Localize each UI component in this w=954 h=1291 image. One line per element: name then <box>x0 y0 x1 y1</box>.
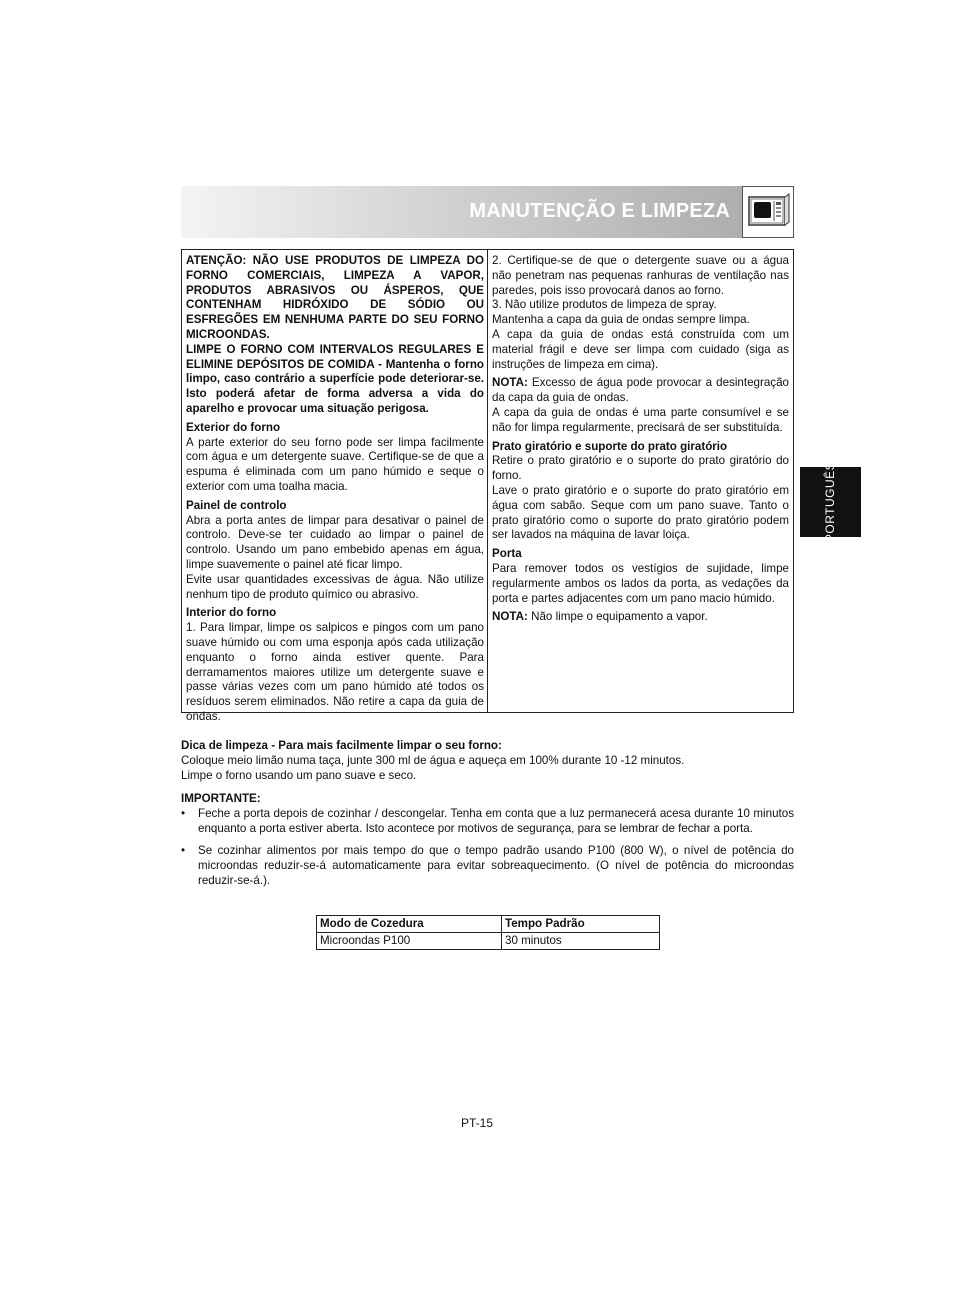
important-bullet-1 <box>181 807 794 837</box>
door-heading: Porta <box>492 547 522 561</box>
page-title: MANUTENÇÃO E LIMPEZA <box>469 200 730 222</box>
cooking-mode-table <box>316 915 660 950</box>
cleaning-instructions-box <box>181 249 794 723</box>
bullet-marker: • <box>181 844 186 858</box>
panel-text-2: Evite usar quantidades excessivas de água. Não utilize nenhum tipo de produto químico ou abrasivo. <box>186 572 484 601</box>
warning-clean-regularly: LIMPE O FORNO COM INTERVALOS REGULARES E ELIMINE DEPÓSITOS DE COMIDA - Mantenha o forno limpo, caso contrário a superfície pode deteriorar-se. Isto poderá afetar de forma adversa a vida do aparelho e provocar uma situação perigosa. <box>186 342 484 415</box>
panel-heading: Painel de controlo <box>186 498 287 512</box>
bullet-text: Feche a porta depois de cozinhar / descongelar. Tenha em conta que a luz permanecerá acesa durante 10 minutos enquanto a porta estiver aberta. Isto acontece por motivos de segurança, para se lembrar de fechar a porta. <box>198 806 794 835</box>
page-number: PT-15 <box>460 1116 493 1130</box>
exterior-heading: Exterior do forno <box>186 420 281 434</box>
tip-line-2: Limpe o forno usando um pano suave e seco. <box>181 768 417 782</box>
note-1 <box>492 376 789 406</box>
item-3-text: 3. Não utilize produtos de limpeza de spray. <box>492 298 717 312</box>
item-2-text: 2. Certifique-se de que o detergente suave ou a água não penetram nas pequenas ranhuras de ventilação nas paredes, pois isso provocará danos ao forno. <box>492 254 789 297</box>
door-text: Para remover todos os vestígios de sujidade, limpe regularmente ambos os lados da porta, as vedações da porta e partes adjacentes com um pano macio húmido. <box>492 561 789 605</box>
bullet-marker: • <box>181 806 186 820</box>
table-row <box>317 933 660 950</box>
waveguide-text-1: Mantenha a capa da guia de ondas sempre limpa. <box>492 313 750 327</box>
warning-products: ATENÇÃO: NÃO USE PRODUTOS DE LIMPEZA DO FORNO COMERCIAIS, LIMPEZA A VAPOR, PRODUTOS ABRASIVOS OU ÁSPEROS, QUE CONTENHAM HIDRÓXIDO DE SÓDIO OU ESFREGÕES EM NENHUMA PARTE DO SEU FORNO MICROONDAS. <box>186 254 484 341</box>
panel-text-1: Abra a porta antes de limpar para desativar o painel de controlo. Deve-se ter cuidado ao limpar o painel de controlo. Usando um pano embebido apenas em água, limpe suavemente o painel até ficar limpo. <box>186 513 484 571</box>
table-header-row <box>317 916 660 933</box>
left-column <box>182 254 488 725</box>
interior-text: 1. Para limpar, limpe os salpicos e pingos com um pano suave húmido ou com uma esponja após cada utilização enquanto o forno ainda estiver quente. Para derramamentos maiores utilize um detergente suave e passe várias vezes com um pano húmido até todos os resíduos serem eliminados. Não retire a capa da guia de ondas. <box>186 621 484 723</box>
waveguide-text-2: A capa da guia de ondas está construída com um material frágil e deve ser limpa com cuidado (siga as instruções de limpeza em cima). <box>492 327 789 371</box>
bullet-text: Se cozinhar alimentos por mais tempo do que o tempo padrão usando P100 (800 W), o nível de potência do microondas reduzir-se-á automaticamente para evitar sobreaquecimento. (O nível de potência do microondas reduzir-se-á.). <box>198 844 794 887</box>
important-heading: IMPORTANTE: <box>181 792 261 805</box>
table-cell-time: 30 minutos <box>502 933 660 950</box>
tip-line-1: Coloque meio limão numa taça, junte 300 ml de água e aqueça em 100% durante 10 -12 minutos. <box>181 753 685 767</box>
note-2 <box>492 610 789 625</box>
exterior-text: A parte exterior do seu forno pode ser limpa facilmente com água e um detergente suave. Certifique-se de que a espuma é eliminada com um pano húmido e seque o exterior com uma toalha macia. <box>186 435 484 493</box>
cleaning-tip <box>181 739 794 783</box>
table-header-mode: Modo de Cozedura <box>317 916 502 933</box>
language-tab <box>800 461 861 543</box>
turntable-text-1: Retire o prato giratório e o suporte do prato giratório do forno. <box>492 454 789 483</box>
microwave-oven-icon-graphic <box>743 187 793 237</box>
table-cell-mode: Microondas P100 <box>317 933 502 950</box>
important-section <box>181 792 794 889</box>
turntable-text-2: Lave o prato giratório e o suporte do prato giratório em água com sabão. Seque com um pano suave. Tanto o prato giratório como o suporte do prato giratório podem ser lavados na máquina de lavar loiça. <box>492 483 789 542</box>
interior-heading: Interior do forno <box>186 606 277 620</box>
note-1-text: Excesso de água pode provocar a desintegração da capa da guia de ondas. <box>492 376 789 405</box>
note-2-text: Não limpe o equipamento a vapor. <box>527 610 708 624</box>
tip-heading: Dica de limpeza - Para mais facilmente limpar o seu forno: <box>181 739 502 752</box>
table-header-time: Tempo Padrão <box>502 916 660 933</box>
note-2-label: NOTA: <box>492 610 528 624</box>
turntable-heading: Prato giratório e suporte do prato giratório <box>492 439 728 453</box>
note-1-label: NOTA: <box>492 376 528 390</box>
right-column <box>488 254 793 625</box>
section-header <box>181 186 794 238</box>
language-label: PORTUGUÊS <box>823 461 837 543</box>
important-bullet-2 <box>181 844 794 888</box>
microwave-oven-icon <box>742 186 794 238</box>
waveguide-text-3: A capa da guia de ondas é uma parte consumível e se não for limpa regularmente, precisará de ser substituída. <box>492 405 789 434</box>
